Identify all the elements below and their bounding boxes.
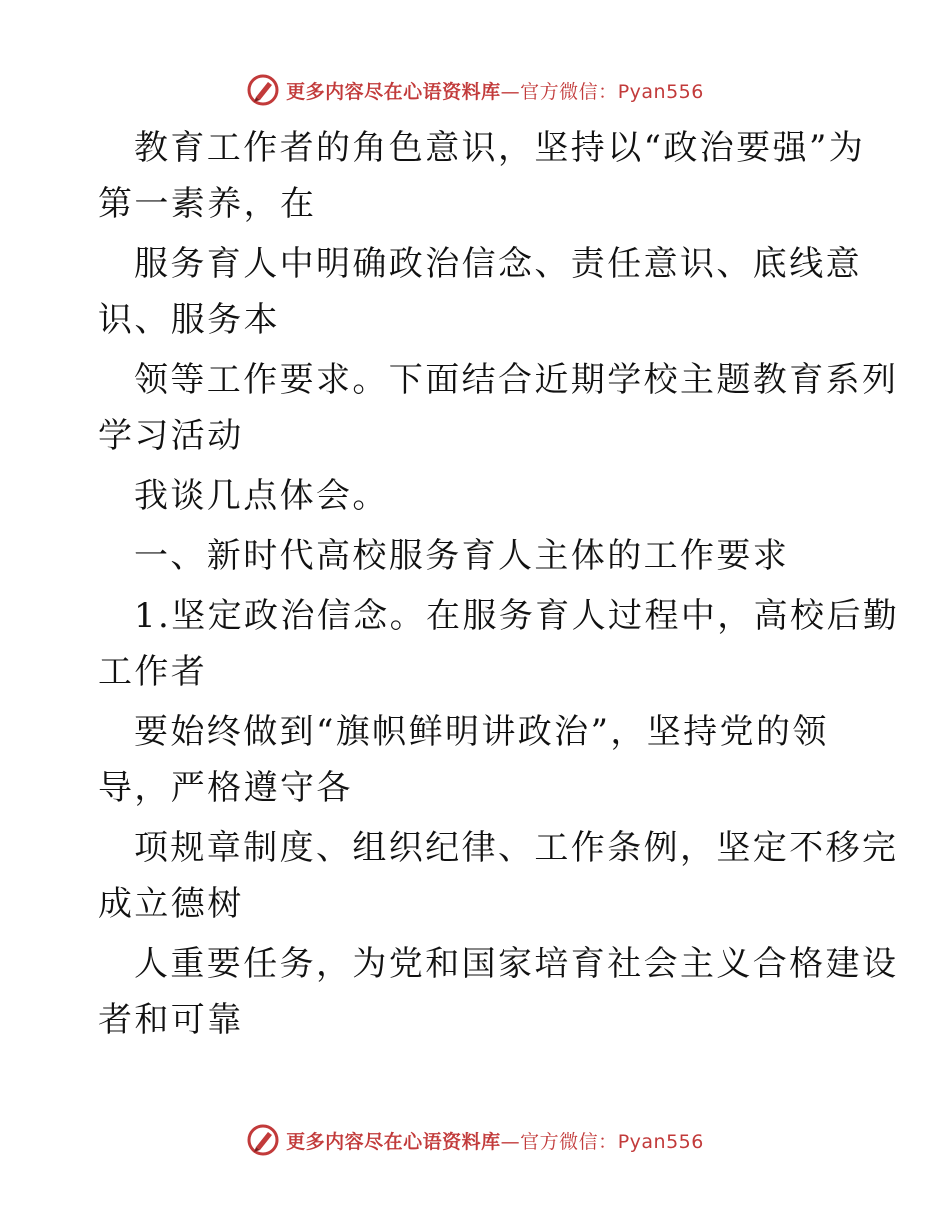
pen-logo-icon [246, 73, 280, 107]
paragraph-line: 1.坚定政治信念。在服务育人过程中，高校后勤 [134, 596, 900, 636]
paragraph-line: 一、新时代高校服务育人主体的工作要求 [134, 536, 790, 576]
document-body [98, 120, 900, 1048]
paragraph-line: 导，严格遵守各 [98, 768, 353, 808]
watermark-handle: Pyan556 [617, 80, 704, 103]
paragraph-line: 成立德树 [98, 884, 244, 924]
paragraph-line: 识、服务本 [98, 300, 280, 340]
paragraph-line: 人重要任务，为党和国家培育社会主义合格建设 [134, 944, 899, 984]
watermark-dash: — [500, 1130, 521, 1153]
footer-watermark [0, 1120, 950, 1160]
paragraph-line: 服务育人中明确政治信念、责任意识、底线意 [134, 244, 862, 284]
watermark-title: 更多内容尽在心语资料库 [286, 80, 501, 103]
paragraph-line: 第一素养，在 [98, 184, 317, 224]
paragraph-line: 教育工作者的角色意识，坚持以“政治要强”为 [134, 128, 866, 168]
watermark-label: 官方微信： [520, 80, 618, 103]
paragraph-line: 学习活动 [98, 416, 244, 456]
watermark-dash: — [500, 80, 521, 103]
watermark-handle: Pyan556 [617, 1130, 704, 1153]
pen-logo-icon [246, 1123, 280, 1157]
watermark-text [286, 77, 704, 104]
watermark-text [286, 1127, 704, 1154]
paragraph-line: 工作者 [98, 652, 208, 692]
paragraph-line: 者和可靠 [98, 1000, 244, 1040]
paragraph-line: 我谈几点体会。 [134, 476, 389, 516]
header-watermark [0, 70, 950, 110]
paragraph-line: 领等工作要求。下面结合近期学校主题教育系列 [134, 360, 899, 400]
paragraph-line: 项规章制度、组织纪律、工作条例，坚定不移完 [134, 828, 899, 868]
watermark-label: 官方微信： [520, 1130, 618, 1153]
watermark-title: 更多内容尽在心语资料库 [286, 1130, 501, 1153]
paragraph-line: 要始终做到“旗帜鲜明讲政治”，坚持党的领 [134, 712, 829, 752]
